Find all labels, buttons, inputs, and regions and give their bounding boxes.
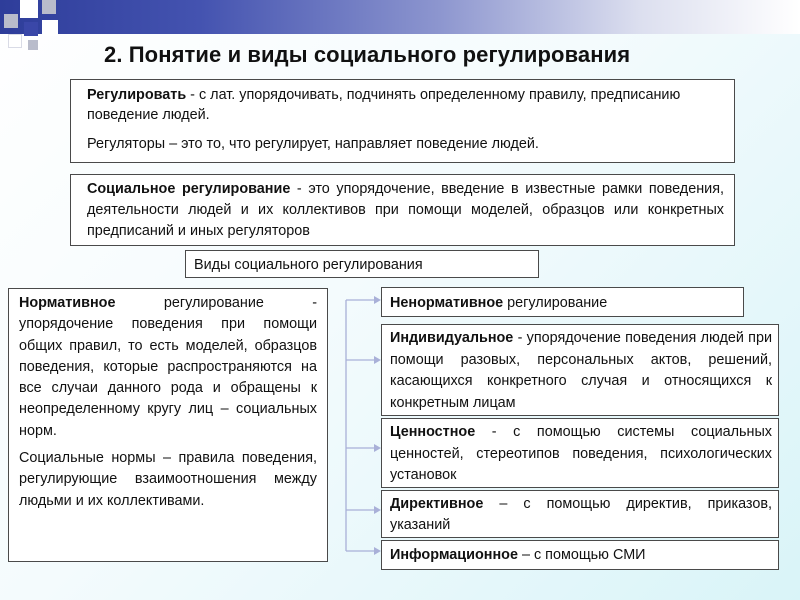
term-directive: Директивное — [390, 496, 484, 512]
term-social-regulation: Социальное регулирование — [87, 181, 291, 197]
regulators-text: Регуляторы – это то, что регулирует, направляет поведение людей. — [87, 136, 539, 152]
term-individual: Индивидуальное — [390, 330, 514, 346]
term-informational: Информационное — [390, 547, 518, 563]
non-normative-text: регулирование — [503, 295, 608, 311]
definition-regulate-text: - с лат. упорядочивать, подчинять определенному правилу, предписанию поведение людей. — [87, 87, 681, 123]
normative-text: регулирование - упорядочение поведения при помощи общих правил, то есть моделей, образцов поведения, которые распространяются на все случаи данного рода и обращены к неопределенному кругу лиц – социальных норм. — [19, 295, 317, 439]
value-regulation-box — [381, 418, 779, 488]
individual-regulation-box — [381, 324, 779, 416]
term-value: Ценностное — [390, 424, 476, 440]
types-label: Виды социального регулирования — [194, 257, 423, 273]
directive-text: – с помощью директив, приказов, указаний — [390, 496, 772, 533]
term-normative: Нормативное — [19, 295, 116, 311]
page-title: 2. Понятие и виды социального регулирования — [104, 42, 631, 67]
definition-social-regulation-text: - это упорядочение, введение в известные рамки поведения, деятельности людей и их коллективов при помощи моделей, образцов или конкретных предписаний и иных регуляторов — [87, 181, 724, 239]
non-normative-regulation-box — [381, 287, 744, 317]
term-regulate: Регулировать — [87, 87, 187, 103]
term-non-normative: Ненормативное — [390, 295, 504, 311]
directive-regulation-box — [381, 490, 779, 538]
informational-regulation-box — [381, 540, 779, 570]
informational-text: – с помощью СМИ — [517, 547, 646, 563]
value-text: - с помощью системы социальных ценностей, стереотипов поведения, психологических установок — [390, 424, 772, 483]
individual-text: - упорядочение поведения людей при помощи разовых, персональных актов, решений, касающихся конкретного случая и относящихся к конкретным лицам — [390, 330, 772, 411]
social-norms-text: Социальные нормы – правила поведения, регулирующие взаимоотношения между людьми и их коллективами. — [19, 450, 317, 509]
